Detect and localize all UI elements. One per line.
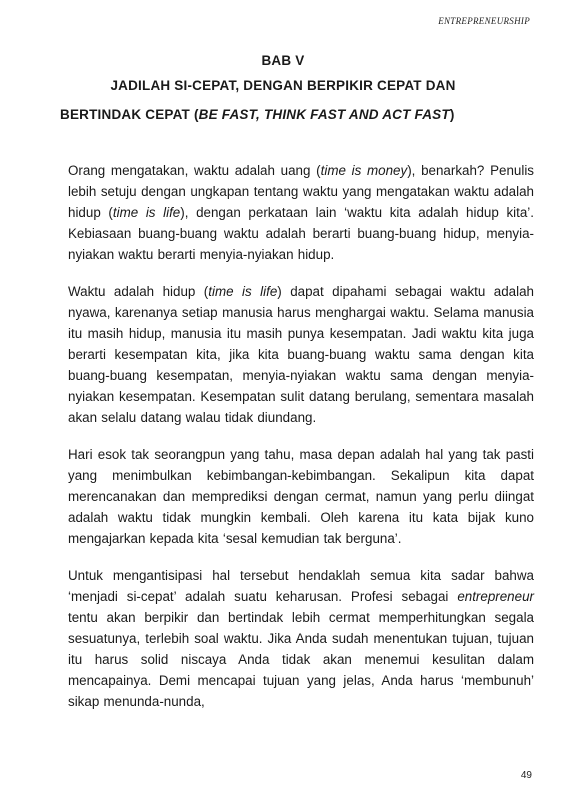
paragraph (68, 565, 534, 712)
text-run: Orang mengatakan, waktu adalah uang ( (68, 163, 321, 178)
paragraph (68, 444, 534, 549)
text-run: Hari esok tak seorangpun yang tahu, masa depan adalah hal yang tak pasti yang menimbulkan kebimbangan-kebimbangan. Sekalipun kita dapat merencanakan dan memprediksi dengan cermat, namun yang perlu diingat adalah waktu tidak mungkin kembali. Oleh karena itu kata bijak kuno mengajarkan kepada kita ‘sesal kemudian tak berguna’. (68, 447, 534, 546)
paragraph (68, 160, 534, 265)
chapter-number: BAB V (261, 53, 305, 68)
italic-term: entrepreneur (457, 589, 534, 604)
text-run: Waktu adalah hidup ( (68, 284, 209, 299)
chapter-title-line-1: JADILAH SI-CEPAT, DENGAN BERPIKIR CEPAT DAN (110, 78, 456, 93)
running-header: ENTREPRENEURSHIP (438, 16, 530, 26)
text-run: Untuk mengantisipasi hal tersebut hendaklah semua kita sadar bahwa ‘menjadi si-cepat’ adalah suatu keharusan. Profesi sebagai (68, 568, 534, 604)
title-italic: BE FAST, THINK FAST AND ACT FAST (198, 107, 450, 122)
paragraph (68, 281, 534, 428)
title-suffix: ) (449, 107, 455, 122)
chapter-title-line-2 (60, 107, 455, 122)
text-run: ) dapat dipahami sebagai waktu adalah nyawa, karenanya setiap manusia harus menghargai waktu. Selama manusia itu masih hidup, manusia itu masih punya kesempatan. Jadi waktu kita juga berarti kesempatan kita, jika kita buang-buang waktu sama dengan kita buang-buang kesempatan, menyia-nyiakan waktu sama dengan menyia-nyiakan kesempatan. Kesempatan sulit datang berulang, sementara masalah akan selalu datang walau tidak diundang. (68, 284, 534, 425)
text-run: ), benarkah? Penulis lebih setuju dengan ungkapan tentang waktu yang mengatakan waktu adalah hidup ( (68, 163, 534, 220)
italic-term: time is life (208, 284, 278, 299)
page-number: 49 (520, 770, 532, 781)
text-run: tentu akan berpikir dan bertindak lebih cermat memperhitungkan segala sesuatunya, terlebih soal waktu. Jika Anda sudah menentukan tujuan, tujuan itu harus solid niscaya Anda tidak akan menemui kesulitan dalam mencapainya. Demi mencapai tujuan yang jelas, Anda harus ‘membunuh’ sikap menunda-nunda, (68, 610, 534, 709)
body-text (68, 160, 534, 728)
italic-term: time is money (320, 163, 408, 178)
text-run: ), dengan perkataan lain ‘waktu kita adalah hidup kita’. Kebiasaan buang-buang waktu adalah berarti buang-buang hidup, menyia-nyiakan waktu berarti menyia-nyiakan hidup. (68, 205, 534, 262)
title-prefix: BERTINDAK CEPAT ( (60, 107, 199, 122)
italic-term: time is life (112, 205, 181, 220)
